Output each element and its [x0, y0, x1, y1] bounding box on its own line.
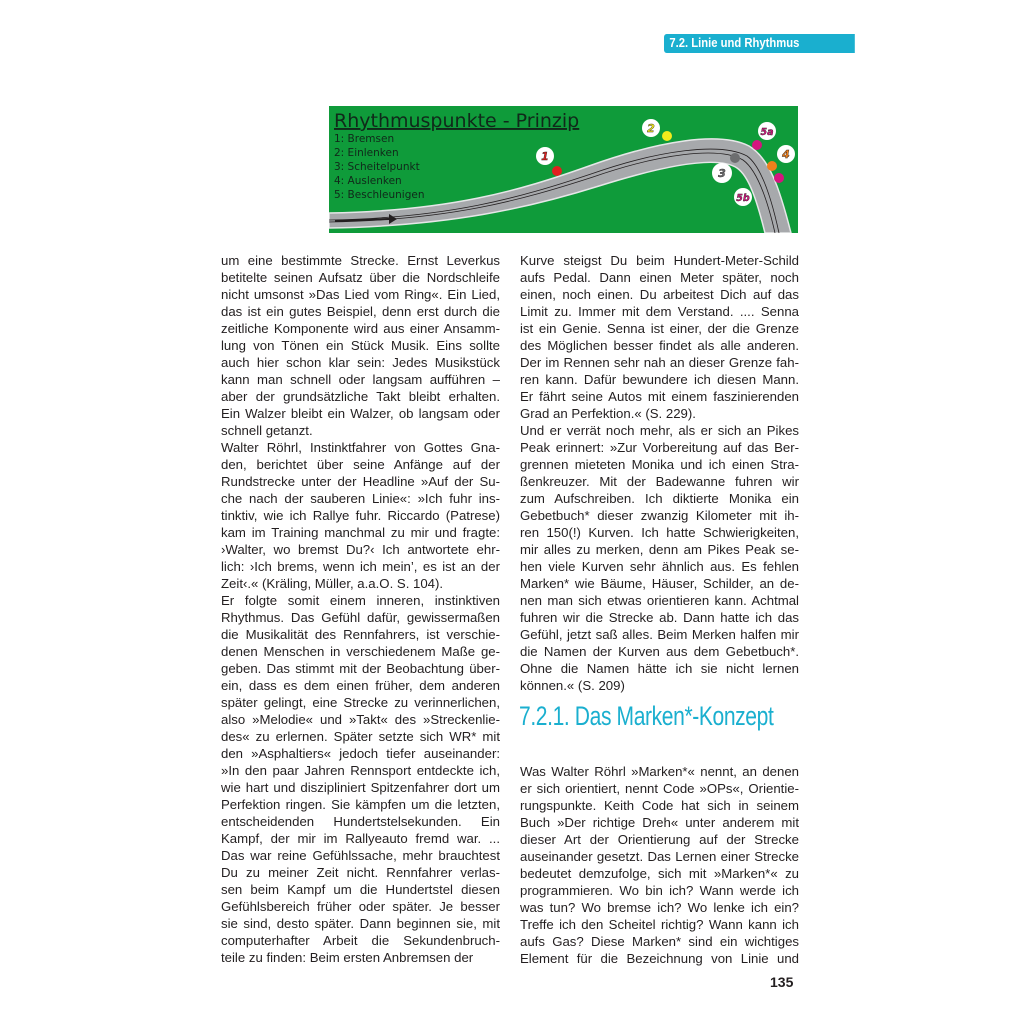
- text-line: ßenkreuzer. Mit der Badewanne fuhren wir: [520, 474, 799, 489]
- legend-item: 1: Bremsen: [334, 133, 395, 145]
- text-line: auch hier schon klar sein: Jedes Musikstück: [221, 355, 500, 370]
- marker-label-4: 4: [782, 148, 790, 161]
- text-line: Gebetbuch* dieser zwanzig Kilometer mit ih-: [520, 508, 799, 523]
- text-line: Du zu meiner Zeit nicht. Rennfahrer verlas-: [221, 865, 500, 880]
- text-line: aufs Pedal. Dann einen Meter später, noch: [520, 270, 799, 285]
- text-line: Ein Walzer bleibt ein Walzer, ob langsam oder: [221, 406, 500, 421]
- text-line: rungspunkte. Keith Code hat sich in seinem: [520, 798, 799, 813]
- text-line: dieser Art der Orientierung auf der Strecke: [520, 832, 799, 847]
- marker-dot-5b: [774, 173, 784, 183]
- text-line: Buch »Der richtige Dreh« unter anderem mit: [520, 815, 799, 830]
- text-line: ein, dass es dem einen früher, dem anderen: [221, 678, 500, 693]
- marker-dot-4: [767, 161, 777, 171]
- text-line: Marken* wie Bäume, Häuser, Schilder, an de-: [520, 576, 799, 591]
- right-text-column-top: [520, 252, 799, 694]
- text-line: das ist ein gutes Beispiel, denn erst durch die: [221, 304, 500, 319]
- text-line: schnell getanzt.: [221, 423, 313, 438]
- text-line: lung von Tönen ein Stück Musik. Eins sollte: [221, 338, 500, 353]
- text-line: Ohne die Namen hätte ich sie nicht lernen: [520, 661, 799, 676]
- page-number: 135: [770, 974, 794, 990]
- text-line: Gefühlsbereich früher oder später. Je besser: [221, 899, 500, 914]
- text-line: kann man schnell oder langsam aufführen –: [221, 372, 500, 387]
- text-line: um eine bestimmte Strecke. Ernst Leverkus: [221, 253, 500, 268]
- text-line: »In den paar Jahren Rennsport entdeckte ich,: [221, 763, 500, 778]
- text-line: tinktiv, wie ich Rallye fuhr. Riccardo (Patrese): [221, 508, 500, 523]
- text-line: des Möglichen besser findet als alle anderen.: [520, 338, 799, 353]
- text-line: aufs Gas? Diese Marken* sind ein wichtiges: [520, 934, 799, 949]
- text-line: er sich orientiert, nennt Code »OPs«, Orientie-: [520, 781, 799, 796]
- text-line: die Musikalität des Rennfahrers, ist verschie-: [221, 627, 500, 642]
- marker-label-5b: 5b: [736, 193, 750, 204]
- marker-label-1: 1: [541, 150, 549, 163]
- text-line: den, berichtet über seine Anfänge auf der: [221, 457, 500, 472]
- text-line: zum Aufschreiben. Ich diktierte Monika ein: [520, 491, 799, 506]
- text-line: können.« (S. 209): [520, 678, 625, 693]
- text-line: Er folgte somit einem inneren, instinktiven: [221, 593, 500, 608]
- text-line: denen Menschen in verschiedenem Maße ge-: [221, 644, 500, 659]
- marker-dot-1: [552, 166, 562, 176]
- text-line: später gelingt, eine Strecke zu verinnerlichen,: [221, 695, 500, 710]
- text-line: Gefühl, jetzt saß alles. Beim Merken halfen mir: [520, 627, 799, 642]
- legend-item: 2: Einlenken: [334, 147, 399, 159]
- text-line: einen, noch einen. Du arbeitest Dich auf das: [520, 287, 799, 302]
- text-line: sen beim Kampf um die Hundertstel diesen: [221, 882, 500, 897]
- legend-item: 3: Scheitelpunkt: [334, 161, 420, 173]
- text-line: Walter Röhrl, Instinktfahrer von Gottes Gna-: [221, 440, 500, 455]
- text-line: teile zu finden: Beim ersten Anbremsen der: [221, 950, 474, 965]
- figure-title: Rhythmuspunkte - Prinzip: [334, 110, 580, 132]
- text-line: Der im Rennen sehr nah an dieser Grenze fah-: [520, 355, 799, 370]
- text-line: Limit zu. Immer mit dem Verstand. .... Senna: [520, 304, 799, 319]
- text-line: mir alles zu merken, denn am Pikes Peak se-: [520, 542, 799, 557]
- text-line: grennen mieteten Monika und ich einen Stra-: [520, 457, 799, 472]
- text-line: geben. Das stimmt mit der Beobachtung über-: [221, 661, 500, 676]
- text-line: zeitliche Komponente wird aus einer Ansamm-: [221, 321, 500, 336]
- text-line: Perfektion ringen. Sie kämpfen um die letzten,: [221, 797, 500, 812]
- text-line: Peak erinnert: »Zur Vorbereitung auf das Ber-: [520, 440, 799, 455]
- text-line: entscheidenden Hundertstelsekunden. Ein: [221, 814, 500, 829]
- text-line: Zeit‹.« (Kräling, Müller, a.a.O. S. 104).: [221, 576, 444, 591]
- text-line: betitelte seinen Aufsatz über die Nordschleife: [221, 270, 500, 285]
- text-line: was tun? Wo bremse ich? Wo lenke ich ein?: [520, 900, 799, 915]
- marker-label-3: 3: [718, 167, 726, 180]
- marker-dot-5a: [752, 140, 762, 150]
- text-line: programmieren. Wo bin ich? Wann werde ich: [520, 883, 799, 898]
- text-line: Kampf, der mir im Rallyeauto fremd war. ...: [221, 831, 500, 846]
- text-line: nen man sich etwas orientieren kann. Achtmal: [520, 593, 799, 608]
- text-line: Was Walter Röhrl »Marken*« nennt, an denen: [520, 764, 799, 779]
- text-line: ist ein Genie. Senna ist einer, der die Grenze: [520, 321, 799, 336]
- text-line: aber der grundsätzliche Takt bleibt erhalten.: [221, 389, 500, 404]
- text-line: fuhren wir die Strecke ab. Dann hatte ich das: [520, 610, 799, 625]
- text-line: ren 150(!) Kurven. Ich hatte Schwierigkeiten,: [520, 525, 799, 540]
- text-line: Rhythmus. Das Gefühl dafür, gewissermaßen: [221, 610, 500, 625]
- text-line: Das war reine Gefühlssache, mehr brauchtest: [221, 848, 500, 863]
- left-text-column: [221, 252, 500, 966]
- text-line: ›Walter, wo bremst Du?‹ Ich antwortete ehr-: [221, 542, 500, 557]
- text-line: sie sind, desto später. Dann beginnen sie, mit: [221, 916, 500, 931]
- text-line: Rundstrecke unter der Headline »Auf der Su-: [221, 474, 500, 489]
- text-line: die Namen der Kurven aus dem Gebetbuch*.: [520, 644, 799, 659]
- text-line: des« zu erlernen. Später setzte sich WR* mit: [221, 729, 500, 744]
- section-tab: 7.2. Linie und Rhythmus: [664, 34, 855, 53]
- legend-item: 4: Auslenken: [334, 175, 402, 187]
- text-line: nicht umsonst »Das Lied vom Ring«. Ein Lied,: [221, 287, 500, 302]
- legend-item: 5: Beschleunigen: [334, 189, 425, 201]
- text-line: wie hart und diszipliniert Spitzenfahrer dort um: [221, 780, 500, 795]
- text-line: lich: ›Ich brems, wenn ich mein’, es ist an der: [221, 559, 500, 574]
- marker-dot-3: [730, 153, 740, 163]
- text-line: Und er verrät noch mehr, als er sich an Pikes: [520, 423, 799, 438]
- text-line: Element für die Bezeichnung von Linie und: [520, 951, 799, 966]
- text-line: ren kann. Dafür bewundere ich diesen Mann.: [520, 372, 799, 387]
- marker-dot-2: [662, 131, 672, 141]
- text-line: kam im Training manchmal zu mir und fragte:: [221, 525, 500, 540]
- section-heading: 7.2.1. Das Marken*-Konzept: [519, 701, 774, 731]
- text-line: che nach der sauberen Linie«: »Ich fuhr ins-: [221, 491, 500, 506]
- text-line: Er fährt seine Autos mit einem faszinierenden: [520, 389, 799, 404]
- marker-label-5a: 5a: [760, 127, 774, 138]
- text-line: hen viele Kurven sehr ähnlich aus. Es fehlen: [520, 559, 799, 574]
- text-line: Kurve steigst Du beim Hundert-Meter-Schild: [520, 253, 799, 268]
- text-line: computerhafter Arbeit die Sekundenbruch-: [221, 933, 500, 948]
- marker-label-2: 2: [647, 122, 655, 135]
- text-line: den »Asphaltiers« jedoch tiefer auseinander:: [221, 746, 500, 761]
- right-text-column-bottom: [520, 763, 799, 967]
- text-line: also »Melodie« und »Takt« des »Streckenlie-: [221, 712, 500, 727]
- text-line: Treffe ich den Scheitel richtig? Wann kann ich: [520, 917, 799, 932]
- rhythm-points-figure: [329, 106, 798, 233]
- text-line: bedeutet demzufolge, sich mit »Marken*« zu: [520, 866, 799, 881]
- text-line: auseinander gesetzt. Das Lernen einer Strecke: [520, 849, 799, 864]
- text-line: Grad an Perfektion.« (S. 229).: [520, 406, 696, 421]
